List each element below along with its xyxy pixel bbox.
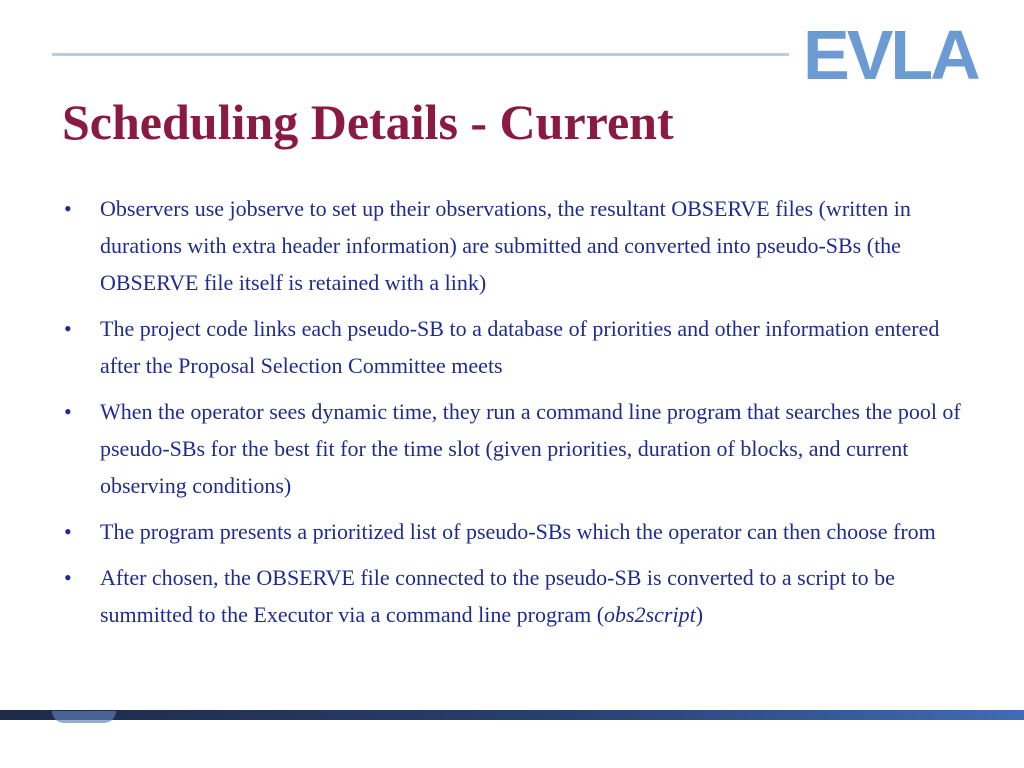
bullet-item: [60, 393, 970, 504]
bullet-text-end: ): [695, 602, 704, 627]
command-name: obs2script: [604, 602, 696, 627]
header-rule: [52, 53, 789, 56]
bullet-dot-icon: •: [64, 565, 72, 590]
bullet-item: [60, 513, 970, 550]
bullet-dot-icon: •: [64, 316, 72, 341]
bullet-dot-icon: •: [64, 196, 72, 221]
footer-band: [0, 710, 1024, 720]
bullet-item: [60, 310, 970, 384]
bullet-item: [60, 190, 970, 301]
evla-logo: EVLA: [803, 16, 978, 94]
bullet-text: The program presents a prioritized list of pseudo-SBs which the operator can then choose from: [100, 519, 936, 544]
bullet-item: [60, 559, 970, 633]
bullet-text: When the operator sees dynamic time, they run a command line program that searches the pool of pseudo-SBs for the best fit for the time slot (given priorities, duration of blocks, and current observing conditions): [100, 399, 961, 498]
slide-title: Scheduling Details - Current: [62, 94, 674, 150]
bullet-text: [100, 565, 895, 627]
bullet-dot-icon: •: [64, 519, 72, 544]
footer-logo-mark: [52, 711, 116, 723]
bullet-text: Observers use jobserve to set up their observations, the resultant OBSERVE files (written in durations with extra header information) are submitted and converted into pseudo-SBs (the OBSERVE file itself is retained with a link): [100, 196, 911, 295]
bullet-text-start: After chosen, the OBSERVE file connected to the pseudo-SB is converted to a script to be summitted to the Executor via a command line program (: [100, 565, 895, 627]
bullet-list: [60, 190, 970, 642]
bullet-text: The project code links each pseudo-SB to a database of priorities and other information entered after the Proposal Selection Committee meets: [100, 316, 940, 378]
bullet-dot-icon: •: [64, 399, 72, 424]
